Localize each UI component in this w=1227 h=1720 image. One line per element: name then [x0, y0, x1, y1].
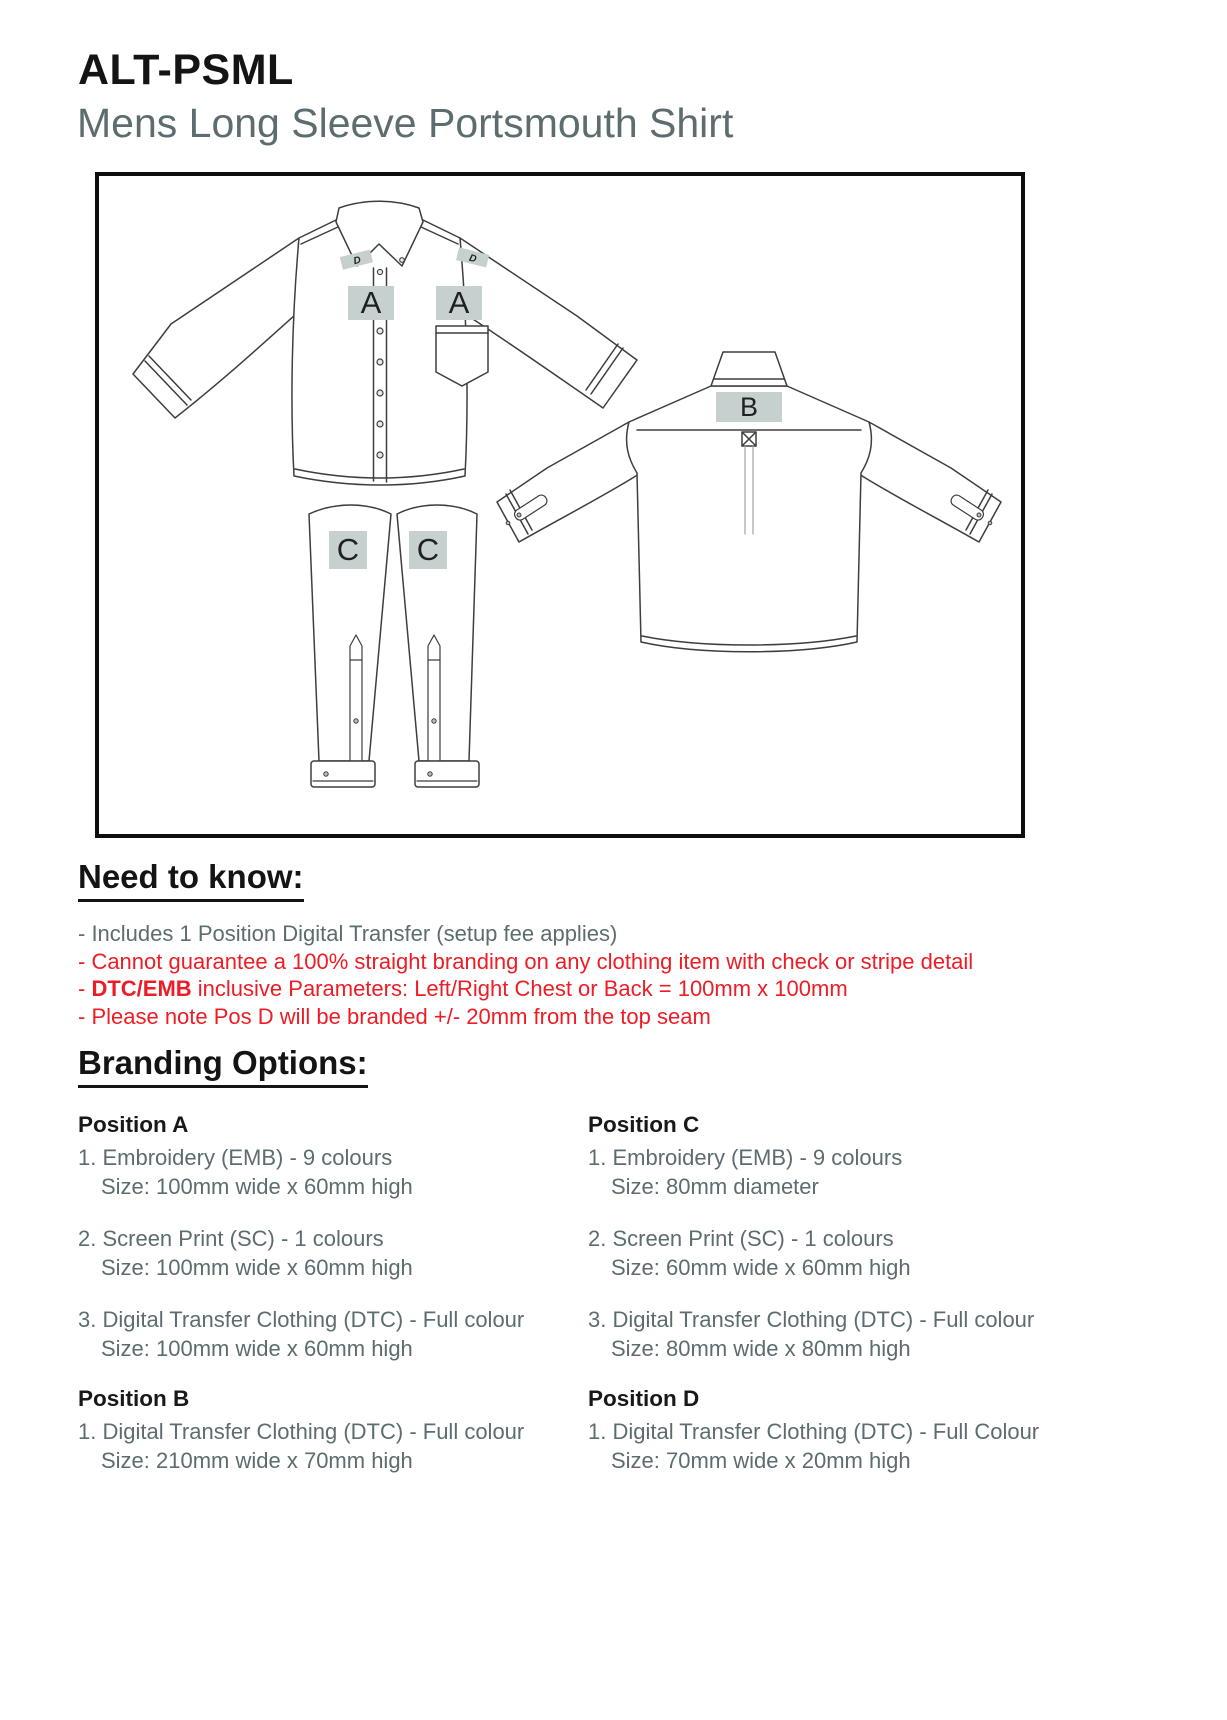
note-bold-term: DTC/EMB: [91, 976, 192, 1002]
branding-position-group: [78, 1386, 588, 1475]
option-method: 1. Digital Transfer Clothing (DTC) - Full Colour: [588, 1419, 1040, 1444]
option-method: 3. Digital Transfer Clothing (DTC) - Full colour: [588, 1307, 1035, 1332]
shirt-front-drawing: [133, 201, 637, 485]
option-size: Size: 100mm wide x 60mm high: [101, 1174, 413, 1199]
branding-option: [588, 1224, 1098, 1282]
position-label-d-left: D: [352, 254, 363, 268]
position-heading: Position D: [588, 1386, 700, 1411]
need-to-know-notes: [78, 920, 973, 1030]
branding-option: [78, 1224, 588, 1282]
branding-option: [588, 1417, 1098, 1475]
garment-diagram-svg: [99, 176, 1021, 834]
option-method: 1. Embroidery (EMB) - 9 colours: [588, 1145, 903, 1170]
note-line: - Please note Pos D will be branded +/- 20mm from the top seam: [78, 1003, 711, 1029]
branding-position-group: [588, 1112, 1098, 1363]
option-method: 3. Digital Transfer Clothing (DTC) - Full colour: [78, 1307, 525, 1332]
branding-options-title: Branding Options:: [78, 1044, 368, 1088]
branding-options-section: [78, 1044, 1168, 1498]
branding-column-left: [78, 1112, 588, 1498]
option-size: Size: 60mm wide x 60mm high: [611, 1255, 911, 1280]
note-line: [78, 975, 973, 1003]
garment-diagram: [95, 172, 1025, 838]
note-line: - Includes 1 Position Digital Transfer (setup fee applies): [78, 921, 618, 946]
option-method: 2. Screen Print (SC) - 1 colours: [588, 1226, 894, 1251]
position-label-a-left: A: [360, 285, 382, 320]
position-label-a-right: A: [448, 285, 470, 320]
branding-position-group: [588, 1386, 1098, 1475]
option-size: Size: 100mm wide x 60mm high: [101, 1255, 413, 1280]
option-size: Size: 80mm wide x 80mm high: [611, 1336, 911, 1361]
product-name: Mens Long Sleeve Portsmouth Shirt: [77, 100, 734, 146]
product-code: ALT-PSML: [78, 46, 294, 94]
position-label-c-left: C: [336, 532, 360, 567]
option-size: Size: 210mm wide x 70mm high: [101, 1448, 413, 1473]
shirt-back-drawing: [497, 352, 1001, 652]
option-method: 2. Screen Print (SC) - 1 colours: [78, 1226, 384, 1251]
option-size: Size: 80mm diameter: [611, 1174, 819, 1199]
branding-option: [78, 1305, 588, 1363]
position-heading: Position B: [78, 1386, 190, 1411]
position-heading: Position A: [78, 1112, 189, 1137]
branding-option: [78, 1143, 588, 1201]
branding-option: [588, 1305, 1098, 1363]
note-rest: inclusive Parameters: Left/Right Chest or Back = 100mm x 100mm: [191, 976, 848, 1002]
branding-position-group: [78, 1112, 588, 1363]
sleeves-drawing: [309, 505, 479, 787]
note-prefix: -: [78, 976, 92, 1002]
option-size: Size: 70mm wide x 20mm high: [611, 1448, 911, 1473]
position-heading: Position C: [588, 1112, 700, 1137]
note-line: - Cannot guarantee a 100% straight branding on any clothing item with check or stripe detail: [78, 948, 974, 974]
branding-column-right: [588, 1112, 1098, 1498]
need-to-know-title: Need to know:: [78, 858, 304, 902]
option-method: 1. Digital Transfer Clothing (DTC) - Full colour: [78, 1419, 525, 1444]
option-method: 1. Embroidery (EMB) - 9 colours: [78, 1145, 393, 1170]
need-to-know-section: [78, 858, 973, 1030]
branding-option: [78, 1417, 588, 1475]
position-label-c-right: C: [416, 532, 440, 567]
branding-option: [588, 1143, 1098, 1201]
branding-columns: [78, 1112, 1168, 1498]
position-label-d-right: D: [467, 252, 478, 266]
option-size: Size: 100mm wide x 60mm high: [101, 1336, 413, 1361]
position-label-b: B: [739, 392, 759, 422]
